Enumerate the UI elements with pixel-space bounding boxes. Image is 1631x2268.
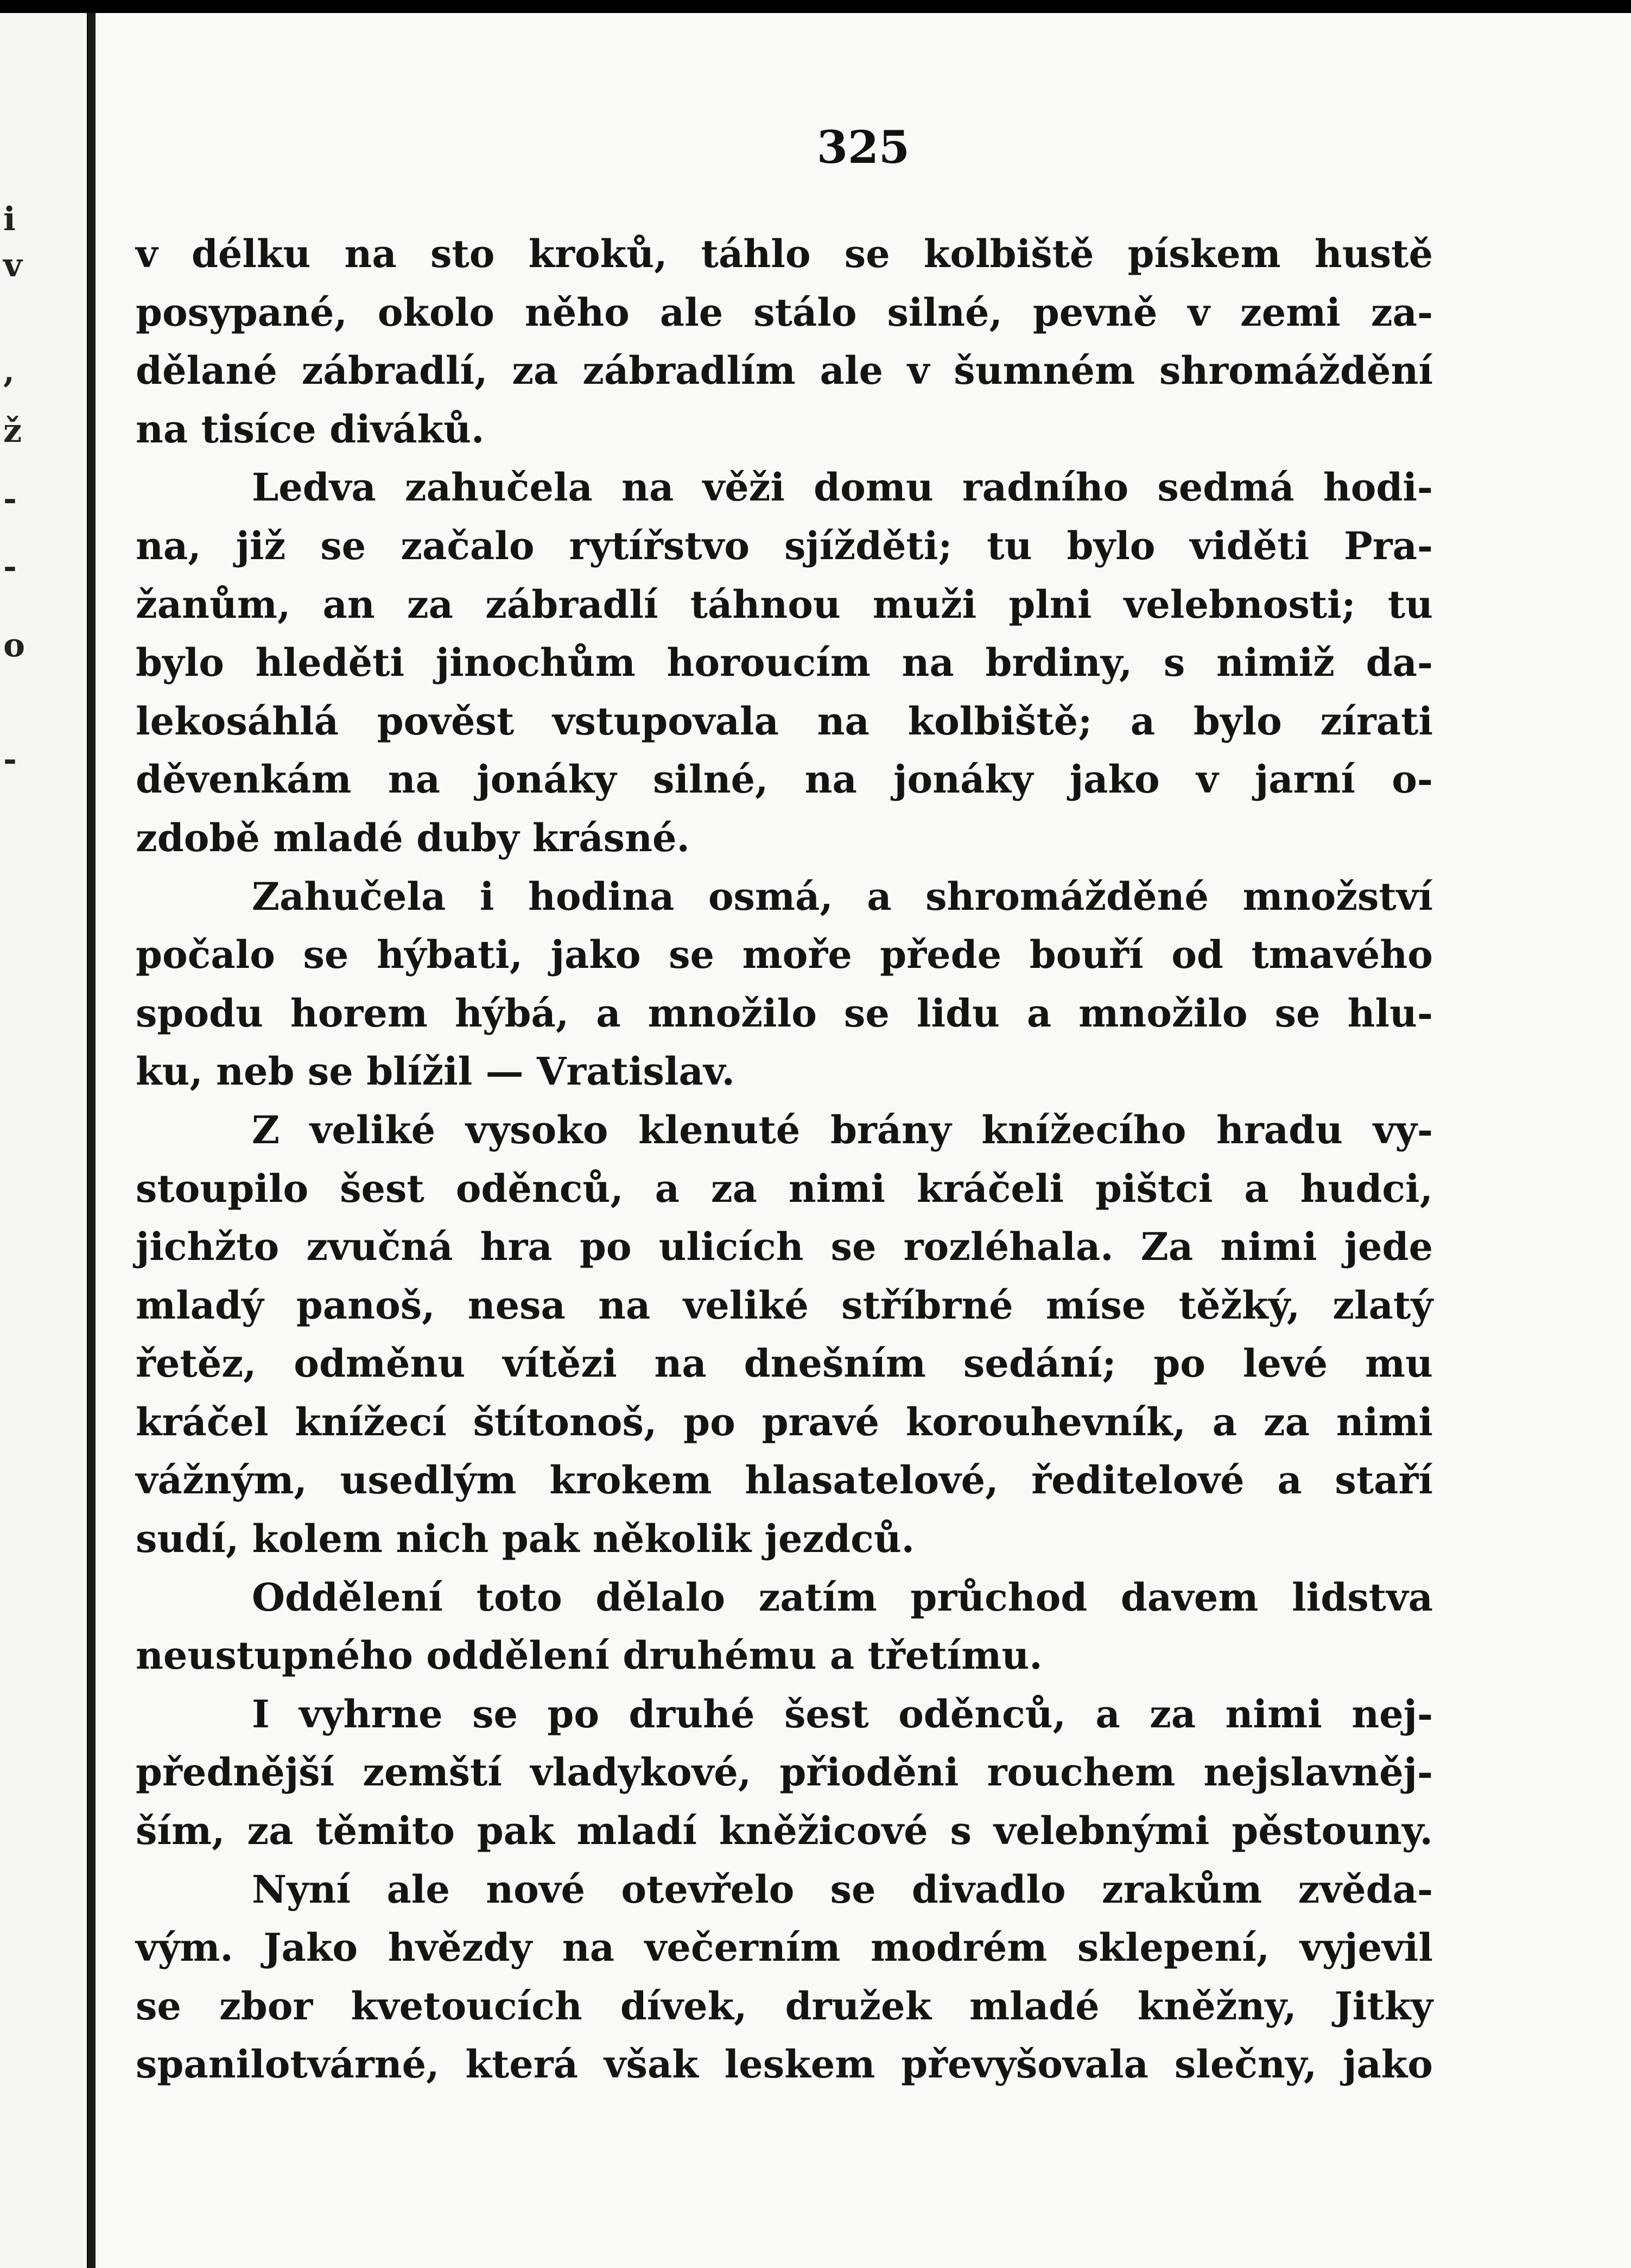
left-page-edge-char: ž <box>3 412 22 450</box>
text-line: kráčel knížecí štítonoš, po pravé korouhevník, a za nimi <box>136 1399 1433 1445</box>
book-gutter <box>88 13 96 2268</box>
text-line: ku, neb se blížil — Vratislav. <box>136 1049 735 1094</box>
text-line: se zbor kvetoucích dívek, družek mladé kněžny, Jitky <box>136 1983 1433 2029</box>
left-page-edge-char: v <box>3 246 22 284</box>
left-page-edge-char: i <box>3 200 16 238</box>
text-line: stoupilo šest oděnců, a za nimi kráčeli pištci a hudci, <box>136 1165 1433 1211</box>
left-page-edge-char: - <box>3 740 17 778</box>
text-line: sudí, kolem nich pak několik jezdců. <box>136 1516 915 1562</box>
text-line: dělané zábradlí, za zábradlím ale v šumném shromáždění <box>136 348 1433 394</box>
text-line: ším, za těmito pak mladí kněžicové s velebnými pěstouny. <box>136 1808 1433 1854</box>
left-page-edge-char: , <box>3 352 15 390</box>
text-line: přednější zemští vladykové, přioděni rouchem nejslavněj- <box>136 1750 1433 1795</box>
left-page-edge-char: o <box>3 626 26 664</box>
text-line: spanilotvárné, která však leskem převyšovala slečny, jako <box>136 2042 1433 2087</box>
text-line: žanům, an za zábradlí táhnou muži plni velebnosti; tu <box>136 581 1433 627</box>
body-text <box>136 225 1433 2094</box>
text-line: děvenkám na jonáky silné, na jonáky jako v jarní o- <box>136 757 1433 802</box>
text-line: jichžto zvučná hra po ulicích se rozléhala. Za nimi jede <box>136 1224 1433 1270</box>
text-line: mladý panoš, nesa na veliké stříbrné míse těžký, zlatý <box>136 1282 1433 1328</box>
text-line: vážným, usedlým krokem hlasatelové, ředitelové a staří <box>136 1458 1433 1503</box>
text-line: neustupného oddělení druhému a třetímu. <box>136 1633 1043 1678</box>
text-line: Zahučela i hodina osmá, a shromážděné množství <box>252 873 1433 919</box>
left-page-edge-char: - <box>3 480 17 518</box>
text-line: zdobě mladé duby krásné. <box>136 815 690 860</box>
text-line: na, již se začalo rytířstvo sjížděti; tu bylo viděti Pra- <box>136 523 1433 568</box>
text-line: řetěz, odměnu vítězi na dnešním sedání; po levé mu <box>136 1341 1433 1386</box>
book-page <box>96 13 1631 2268</box>
text-line: Nyní ale nové otevřelo se divadlo zrakům zvěda- <box>252 1866 1433 1912</box>
previous-page-edge <box>0 13 87 2268</box>
text-line: Oddělení toto dělalo zatím průchod davem lidstva <box>252 1574 1433 1620</box>
page-number: 325 <box>816 122 910 174</box>
text-line: I vyhrne se po druhé šest oděnců, a za nimi nej- <box>252 1691 1433 1737</box>
text-line: Ledva zahučela na věži domu radního sedmá hodi- <box>252 465 1433 510</box>
text-line: posypané, okolo něho ale stálo silné, pevně v zemi za- <box>136 289 1433 335</box>
text-line: vým. Jako hvězdy na večerním modrém sklepení, vyjevil <box>136 1925 1433 1971</box>
text-line: Z veliké vysoko klenuté brány knížecího hradu vy- <box>252 1107 1433 1152</box>
text-line: v délku na sto kroků, táhlo se kolbiště pískem hustě <box>136 231 1433 276</box>
left-page-edge-char: - <box>3 548 17 586</box>
text-line: spodu horem hýbá, a množilo se lidu a množilo se hlu- <box>136 990 1433 1036</box>
text-line: počalo se hýbati, jako se moře přede bouří od tmavého <box>136 932 1433 978</box>
text-line: bylo hleděti jinochům horoucím na brdiny, s nimiž da- <box>136 640 1433 686</box>
text-line: lekosáhlá pověst vstupovala na kolbiště; a bylo zírati <box>136 698 1433 744</box>
text-line: na tisíce diváků. <box>136 406 485 452</box>
